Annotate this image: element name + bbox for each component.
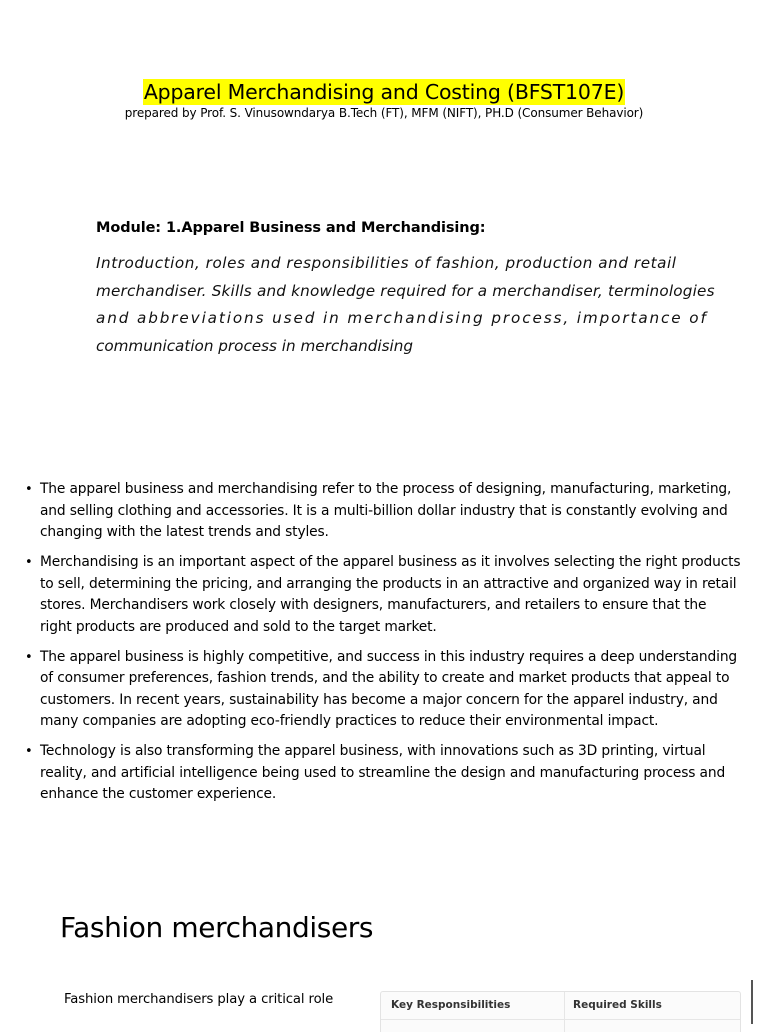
- table-column-divider: [564, 992, 565, 1032]
- bullet-marker: •: [25, 649, 33, 665]
- bullet-text: Merchandising is an important aspect of the apparel business as it involves selecting the right products to sell, determining the pricing, and arranging the products in an attractive and organized way in retail stores. Merchandisers work closely with designers, manufacturers, and retailers to ensure that the right products are produced and sold to the target market.: [40, 554, 741, 635]
- table-header-cell: Key Responsibilities: [391, 999, 511, 1011]
- table-header-cell: Required Skills: [573, 999, 662, 1011]
- bullet-item: [22, 741, 742, 806]
- document-title: Apparel Merchandising and Costing (BFST107E): [143, 80, 625, 104]
- bullet-item: [22, 647, 742, 733]
- title-container: [0, 79, 768, 105]
- section-paragraph: Fashion merchandisers play a critical role: [64, 992, 334, 1007]
- module-description-line: and abbreviations used in merchandising process, importance of: [96, 309, 708, 327]
- table-header-rule: [381, 1019, 740, 1020]
- bullet-list: [22, 479, 742, 814]
- module-description-line: Introduction, roles and responsibilities of fashion, production and retail: [96, 254, 677, 272]
- bullet-text: Technology is also transforming the apparel business, with innovations such as 3D printing, virtual reality, and artificial intelligence being used to streamline the design and manufacturing process and enhance the customer experience.: [40, 743, 726, 802]
- bullet-marker: •: [25, 482, 33, 497]
- bullet-item: [22, 552, 742, 638]
- bullet-marker: •: [25, 744, 33, 759]
- bullet-text: The apparel business and merchandising refer to the process of designing, manufacturing, marketing, and selling clothing and accessories. It is a multi-billion dollar industry that is constantly evolving and changing with the latest trends and styles.: [40, 481, 732, 540]
- module-description: [96, 250, 715, 360]
- module-description-line: communication process in merchandising: [96, 336, 414, 355]
- page-edge-line: [751, 980, 753, 1024]
- bullet-marker: •: [25, 555, 33, 570]
- module-heading: Module: 1.Apparel Business and Merchandising:: [96, 220, 486, 236]
- bullet-text: The apparel business is highly competitive, and success in this industry requires a deep understanding of consumer preferences, fashion trends, and the ability to create and market products that appeal to customers. In recent years, sustainability has become a major concern for the apparel industry, and many companies are adopting eco-friendly practices to reduce their environmental impact.: [40, 648, 738, 729]
- document-subtitle: prepared by Prof. S. Vinusowndarya B.Tech (FT), MFM (NIFT), PH.D (Consumer Behavior): [124, 106, 644, 120]
- section-heading: Fashion merchandisers: [60, 911, 374, 944]
- module-description-line: merchandiser. Skills and knowledge required for a merchandiser, terminologies: [96, 281, 715, 300]
- responsibilities-table: [380, 991, 741, 1032]
- bullet-item: [22, 479, 742, 544]
